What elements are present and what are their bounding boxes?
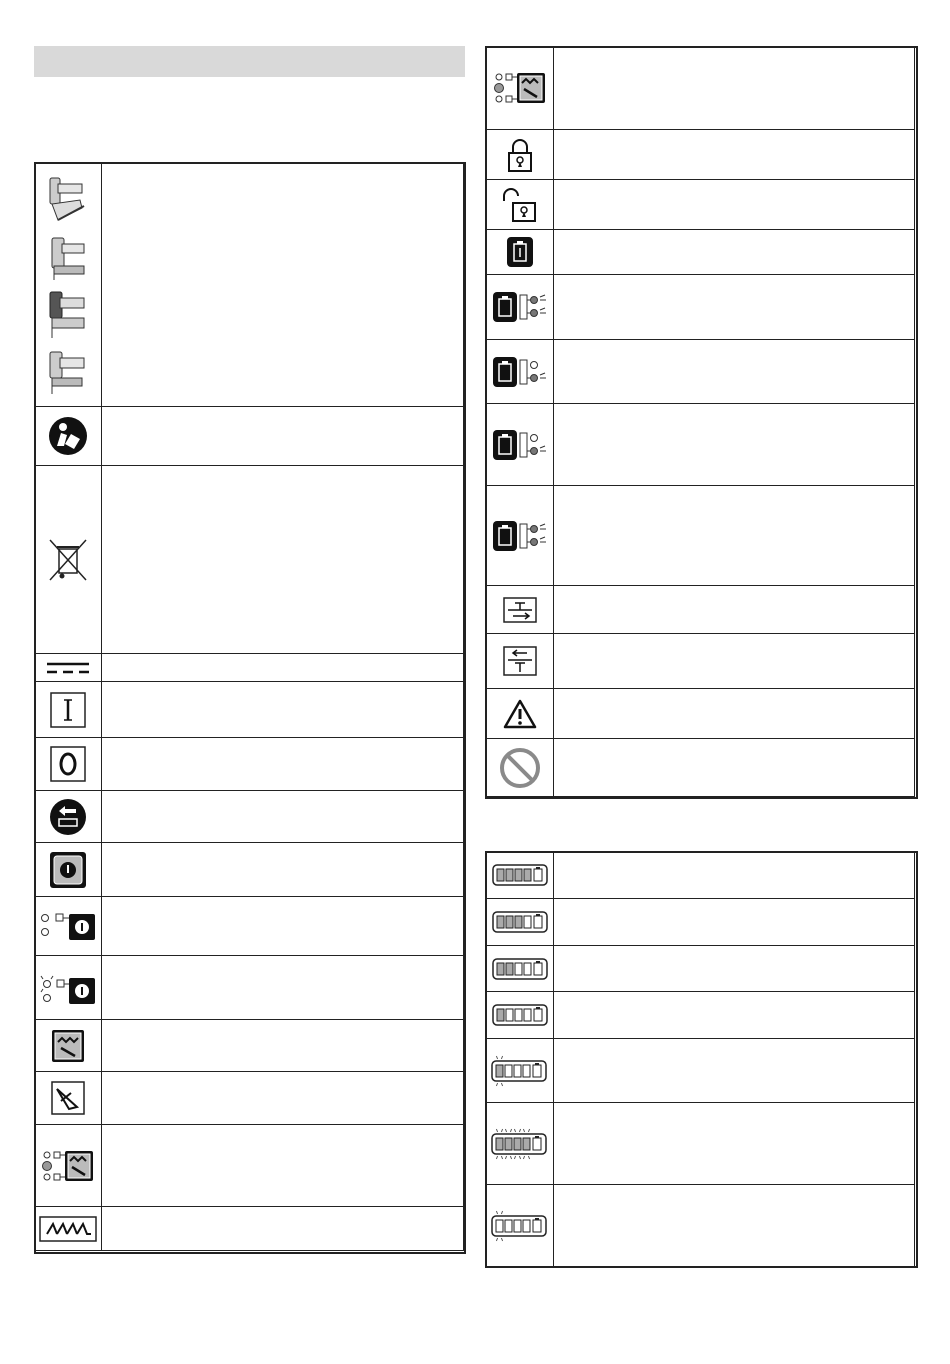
description-cell xyxy=(554,852,915,899)
icon-cell xyxy=(487,899,554,946)
table-row xyxy=(487,1185,915,1267)
battery-gauge-bar xyxy=(524,1009,531,1021)
warning-triangle-icon xyxy=(503,699,537,729)
description-cell xyxy=(102,1207,464,1251)
description-cell xyxy=(102,1125,464,1207)
lock-closed-icon xyxy=(505,137,535,173)
description-cell xyxy=(554,404,915,486)
blink-ray xyxy=(520,1156,521,1159)
icon-cell xyxy=(487,130,554,180)
blink-ray xyxy=(497,1238,498,1241)
battery-level-4-icon xyxy=(492,864,548,886)
battery-gauge-bar xyxy=(497,1009,504,1021)
description-cell xyxy=(102,738,464,791)
battery-gauge-bar xyxy=(496,1220,503,1232)
power-button-icon xyxy=(49,851,87,889)
table-row xyxy=(487,1039,915,1103)
battery-gauge-bar xyxy=(497,869,504,881)
blink-ray xyxy=(502,1238,503,1241)
left-symbol-table xyxy=(34,162,464,1251)
nail-strip-icon xyxy=(39,1216,97,1242)
blink-ray xyxy=(515,1156,516,1159)
battery-gauge-cap xyxy=(536,867,540,869)
mode-select-led-icon xyxy=(41,1149,95,1183)
power-on-I-icon xyxy=(50,692,86,728)
table-row xyxy=(487,586,915,634)
battery-gauge-bar xyxy=(524,963,531,975)
icon-cell xyxy=(35,1207,102,1251)
battery-gauge-cell xyxy=(534,963,542,975)
battery-gauge-bar xyxy=(523,1065,530,1077)
battery-gauge-bar xyxy=(496,1138,503,1150)
description-cell xyxy=(102,654,464,682)
battery-gauge-bar xyxy=(515,1009,522,1021)
table-row xyxy=(487,689,915,739)
blink-ray xyxy=(506,1156,507,1159)
table-row xyxy=(35,466,464,654)
battery-level-table xyxy=(486,851,915,1267)
battery-gauge-bar xyxy=(524,916,531,928)
icon-cell xyxy=(487,486,554,586)
description-cell xyxy=(554,586,915,634)
description-cell xyxy=(554,486,915,586)
battery-level-2-icon xyxy=(492,958,548,980)
icon-cell xyxy=(35,956,102,1020)
blink-ray xyxy=(502,1211,503,1214)
depth-adjust-shallower-icon xyxy=(503,646,537,676)
icon-cell xyxy=(487,739,554,797)
icon-cell xyxy=(35,738,102,791)
framing-nailer-icon xyxy=(44,174,92,226)
icon-cell xyxy=(487,1039,554,1103)
battery-level-all-blinking-icon xyxy=(491,1128,549,1160)
description-cell xyxy=(102,1020,464,1072)
description-cell xyxy=(554,130,915,180)
blink-ray xyxy=(502,1056,503,1059)
crossed-out-wheelie-bin-icon xyxy=(48,537,88,583)
icon-cell xyxy=(487,634,554,689)
power-button-led-off-icon xyxy=(39,910,97,942)
description-cell xyxy=(554,739,915,797)
blink-ray xyxy=(497,1129,498,1132)
battery-gauge-bar xyxy=(515,916,522,928)
description-cell xyxy=(554,689,915,739)
battery-gauge-bar xyxy=(506,916,513,928)
battery-gauge-bar xyxy=(505,1065,512,1077)
icon-cell xyxy=(487,275,554,340)
battery-gauge-cap xyxy=(536,1007,540,1009)
battery-gauge-bar xyxy=(523,1138,530,1150)
table-row xyxy=(487,404,915,486)
lock-open-icon xyxy=(501,187,539,223)
battery-gauge-bar xyxy=(496,1065,503,1077)
icon-cell xyxy=(35,407,102,466)
table-row xyxy=(487,340,915,404)
battery-gauge-bar xyxy=(506,963,513,975)
icon-cell xyxy=(487,1185,554,1267)
remove-battery-icon xyxy=(49,798,87,836)
table-row xyxy=(35,407,464,466)
blink-ray xyxy=(511,1156,512,1159)
table-row xyxy=(35,1207,464,1251)
right-symbol-table xyxy=(486,46,915,797)
battery-gauge-bar xyxy=(505,1138,512,1150)
description-cell xyxy=(102,1072,464,1125)
blink-ray xyxy=(497,1083,498,1086)
battery-gauge-bar xyxy=(515,869,522,881)
blink-ray xyxy=(529,1156,530,1159)
table-row xyxy=(487,486,915,586)
battery-gauge-cell xyxy=(533,1065,541,1077)
icon-cell xyxy=(487,1103,554,1185)
icon-cell xyxy=(487,946,554,992)
battery-level-1-blinking-icon xyxy=(491,1055,549,1087)
battery-gauge-bar xyxy=(506,869,513,881)
blink-ray xyxy=(502,1156,503,1159)
table-row xyxy=(35,1072,464,1125)
table-row xyxy=(487,992,915,1039)
description-cell xyxy=(554,275,915,340)
blink-ray xyxy=(529,1129,530,1132)
battery-icon xyxy=(506,236,534,268)
description-cell xyxy=(102,897,464,956)
blink-ray xyxy=(502,1129,503,1132)
blink-ray xyxy=(515,1129,516,1132)
blink-ray xyxy=(511,1129,512,1132)
table-row xyxy=(35,163,464,407)
battery-level-1-icon xyxy=(492,1004,548,1026)
icon-cell xyxy=(487,586,554,634)
blink-ray xyxy=(497,1211,498,1214)
battery-gauge-bar xyxy=(505,1220,512,1232)
table-row xyxy=(35,956,464,1020)
battery-gauge-bar xyxy=(497,963,504,975)
battery-gauge-cell xyxy=(534,1009,542,1021)
battery-both-leds-blinking-icon xyxy=(492,291,548,323)
description-cell xyxy=(554,180,915,230)
description-cell xyxy=(554,340,915,404)
battery-gauge-bar xyxy=(514,1065,521,1077)
description-cell xyxy=(554,634,915,689)
description-cell xyxy=(554,1039,915,1103)
description-cell xyxy=(554,1185,915,1267)
battery-gauge-cap xyxy=(535,1063,539,1065)
description-cell xyxy=(554,992,915,1039)
table-row xyxy=(35,897,464,956)
battery-both-leds-blinking-alt-icon xyxy=(492,520,548,552)
battery-gauge-cap xyxy=(535,1136,539,1138)
icon-cell xyxy=(487,992,554,1039)
mode-select-led-icon xyxy=(493,71,547,105)
table-row xyxy=(35,843,464,897)
table-row xyxy=(487,275,915,340)
finish-nailer-angled-icon xyxy=(44,234,92,282)
read-manual-icon xyxy=(48,416,88,456)
icon-cell xyxy=(35,791,102,843)
description-cell xyxy=(102,163,464,407)
battery-gauge-cell xyxy=(534,869,542,881)
icon-cell xyxy=(35,1020,102,1072)
battery-gauge-cell xyxy=(534,916,542,928)
battery-lower-led-blinking-icon xyxy=(492,356,548,388)
table-row xyxy=(35,791,464,843)
blink-ray xyxy=(502,1083,503,1086)
table-row xyxy=(35,1020,464,1072)
icon-cell xyxy=(35,682,102,738)
description-cell xyxy=(102,407,464,466)
table-row xyxy=(35,1125,464,1207)
battery-level-0-blinking-icon xyxy=(491,1210,549,1242)
description-cell xyxy=(554,899,915,946)
battery-gauge-bar xyxy=(523,1220,530,1232)
battery-gauge-bar xyxy=(524,869,531,881)
battery-lower-led-blinking-alt-icon xyxy=(492,429,548,461)
description-cell xyxy=(554,47,915,130)
table-row xyxy=(35,738,464,791)
battery-gauge-cap xyxy=(536,914,540,916)
icon-cell xyxy=(487,230,554,275)
icon-cell xyxy=(35,466,102,654)
icon-cell xyxy=(487,404,554,486)
blink-ray xyxy=(524,1129,525,1132)
table-row xyxy=(487,739,915,797)
table-row xyxy=(35,682,464,738)
table-row xyxy=(487,852,915,899)
direct-current-icon xyxy=(46,661,90,675)
brad-nailer-icon xyxy=(44,348,92,396)
description-cell xyxy=(554,230,915,275)
battery-gauge-cell xyxy=(533,1138,541,1150)
blink-ray xyxy=(506,1129,507,1132)
power-off-O-icon xyxy=(50,746,86,782)
icon-cell xyxy=(35,1072,102,1125)
blink-ray xyxy=(497,1156,498,1159)
battery-gauge-cap xyxy=(536,961,540,963)
battery-gauge-cell xyxy=(533,1220,541,1232)
description-cell xyxy=(102,682,464,738)
icon-cell xyxy=(487,852,554,899)
icon-cell xyxy=(487,47,554,130)
bump-fire-mode-icon xyxy=(51,1029,85,1063)
description-cell xyxy=(102,843,464,897)
table-row xyxy=(487,946,915,992)
battery-gauge-bar xyxy=(514,1220,521,1232)
icon-cell xyxy=(35,1125,102,1207)
table-row xyxy=(487,47,915,130)
icon-cell xyxy=(35,897,102,956)
table-row xyxy=(487,180,915,230)
prohibited-icon xyxy=(499,747,541,789)
icon-cell xyxy=(35,163,102,407)
description-cell xyxy=(102,956,464,1020)
description-cell xyxy=(554,1103,915,1185)
table-row xyxy=(487,230,915,275)
battery-gauge-bar xyxy=(515,963,522,975)
description-cell xyxy=(102,791,464,843)
power-button-led-blink-icon xyxy=(39,970,97,1006)
description-cell xyxy=(102,466,464,654)
table-row xyxy=(487,899,915,946)
icon-cell xyxy=(487,689,554,739)
icon-cell xyxy=(487,340,554,404)
table-row xyxy=(487,130,915,180)
depth-adjust-deeper-icon xyxy=(503,597,537,623)
blink-ray xyxy=(497,1056,498,1059)
battery-gauge-bar xyxy=(497,916,504,928)
table-row xyxy=(35,654,464,682)
table-row xyxy=(487,634,915,689)
blink-ray xyxy=(520,1129,521,1132)
table-row xyxy=(487,1103,915,1185)
icon-cell xyxy=(35,843,102,897)
description-cell xyxy=(554,946,915,992)
battery-gauge-bar xyxy=(514,1138,521,1150)
battery-level-3-icon xyxy=(492,911,548,933)
icon-cell xyxy=(35,654,102,682)
finish-nailer-straight-icon xyxy=(44,290,92,340)
icon-cell xyxy=(487,180,554,230)
battery-gauge-cap xyxy=(535,1218,539,1220)
section-header-bar xyxy=(34,46,465,77)
battery-gauge-bar xyxy=(506,1009,513,1021)
blink-ray xyxy=(524,1156,525,1159)
sequential-fire-mode-icon xyxy=(51,1081,85,1115)
